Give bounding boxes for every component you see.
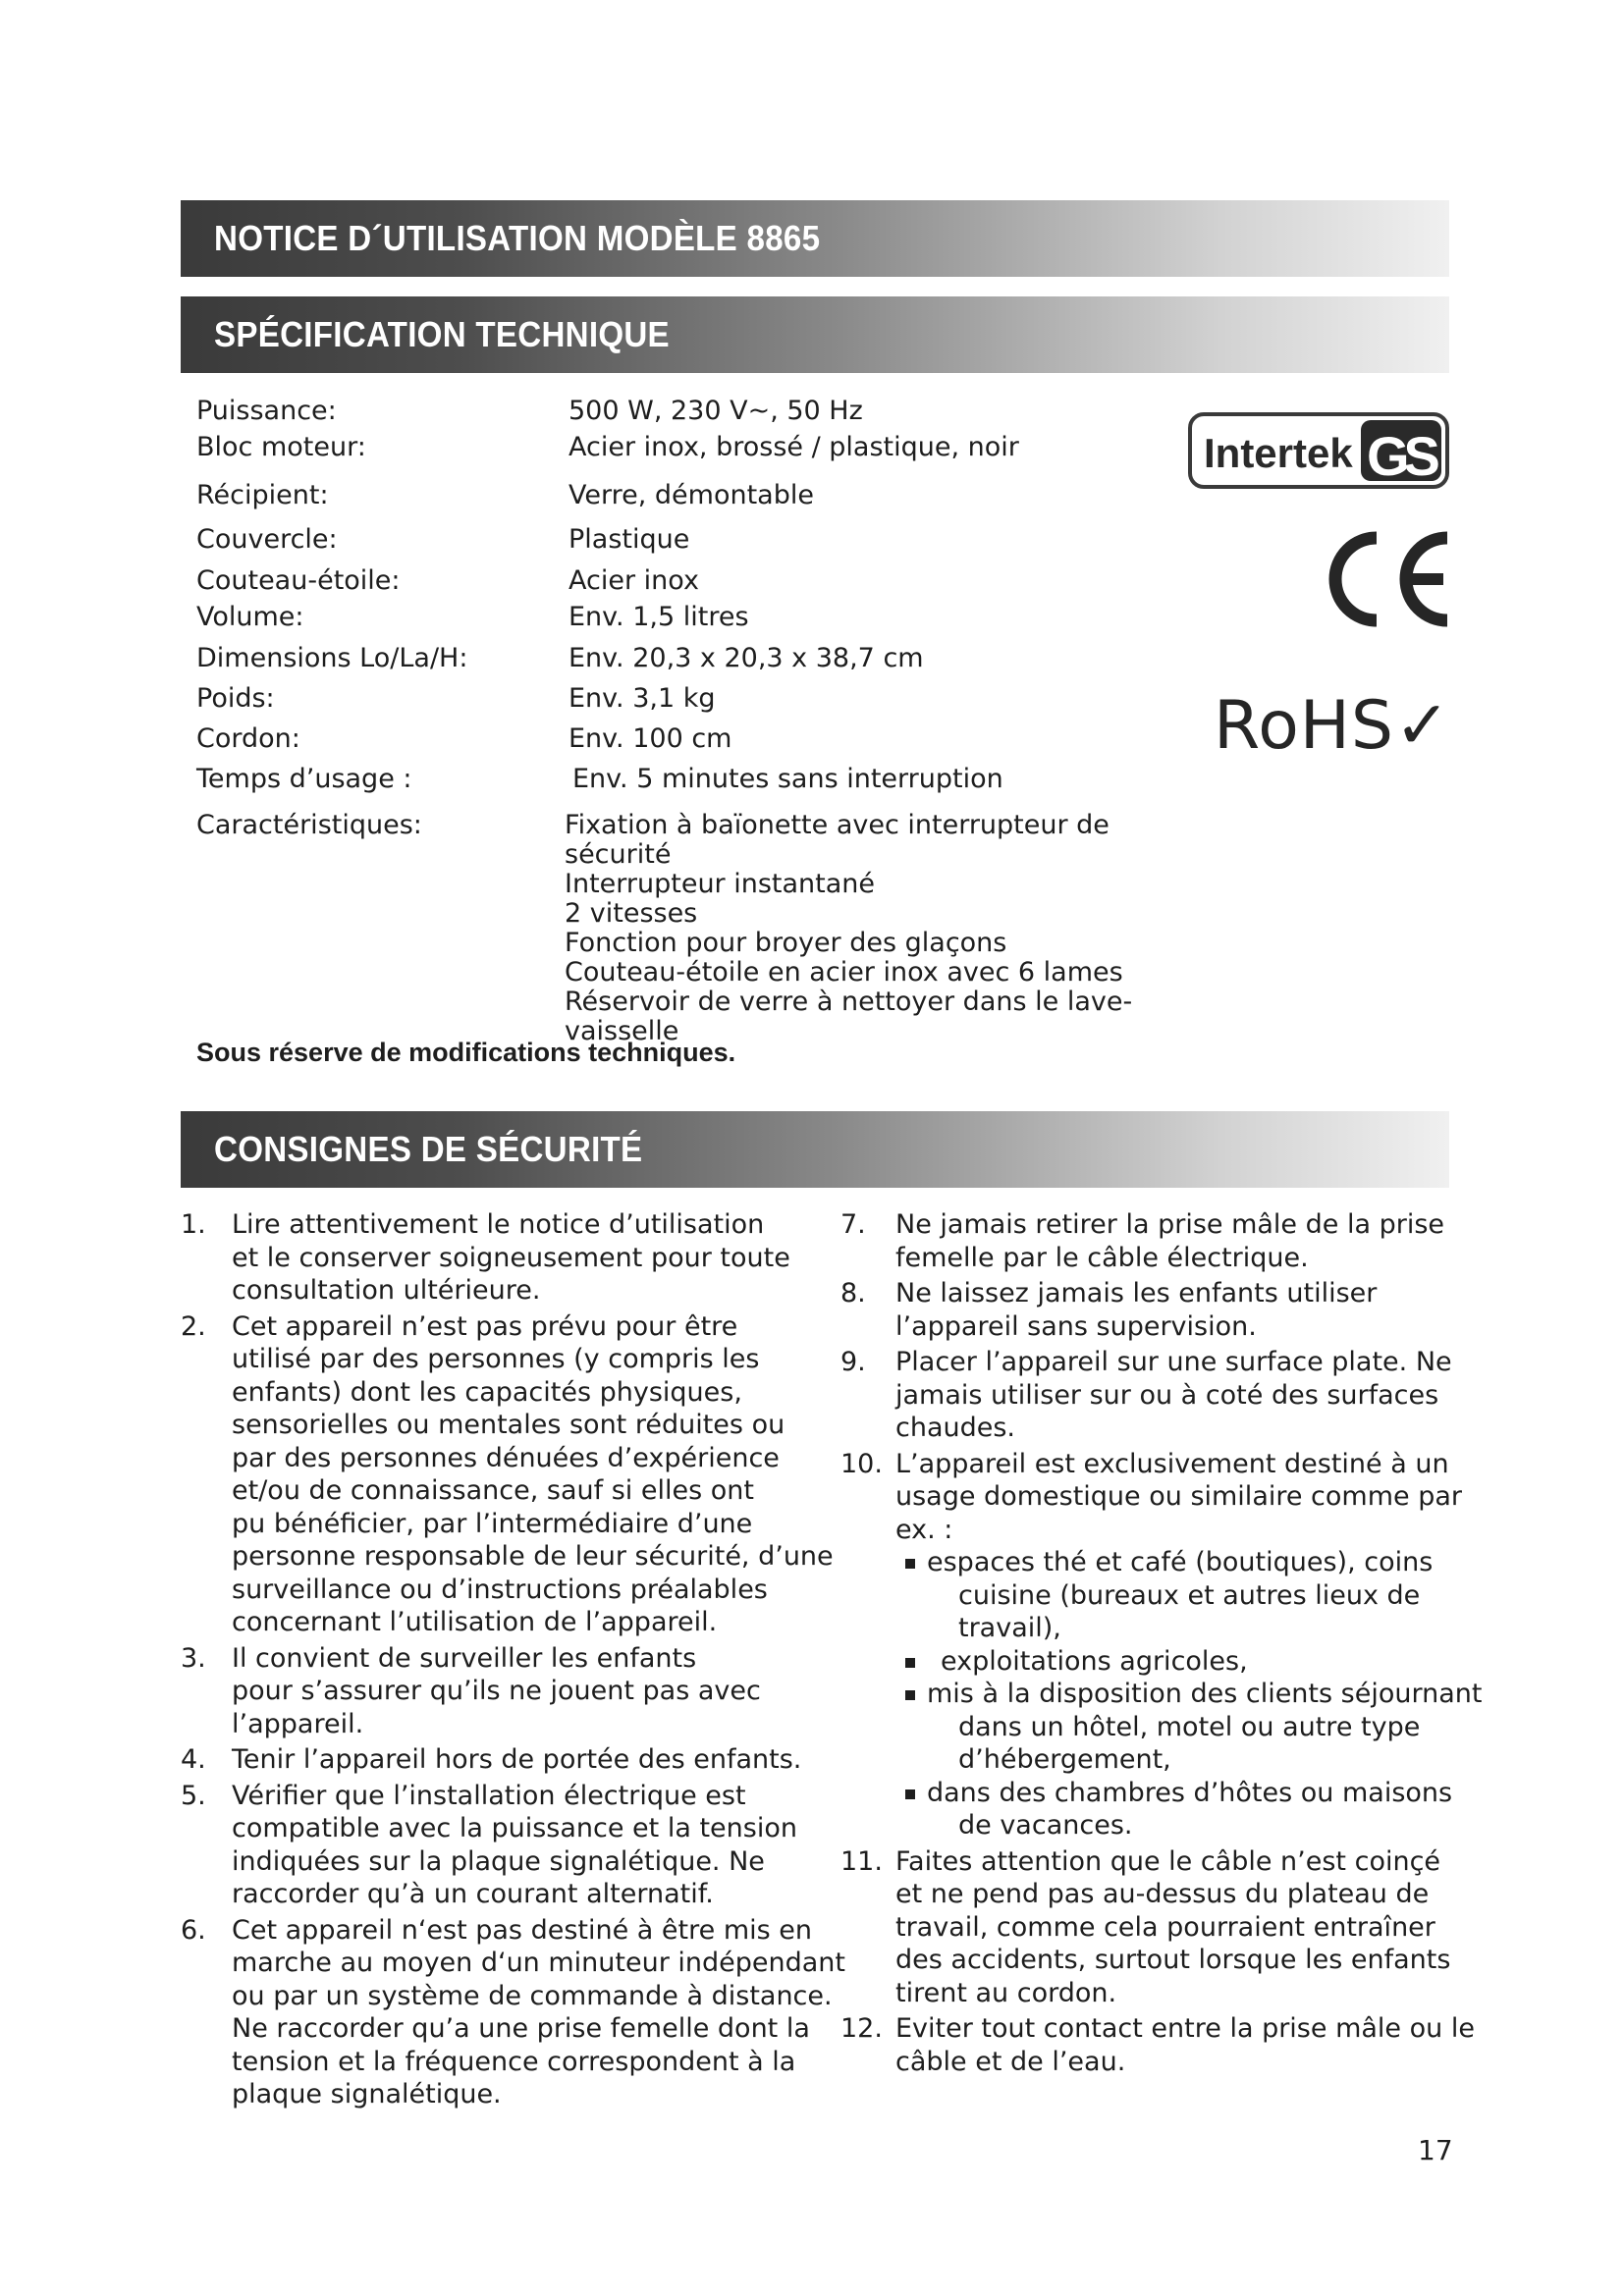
item-line: Ne jamais retirer la prise mâle de la prise <box>895 1209 1444 1240</box>
spec-section-banner <box>181 296 1449 373</box>
item-number: 2. <box>181 1310 206 1342</box>
bullet-item <box>895 1777 1479 1842</box>
intertek-gs-logo <box>1188 410 1451 493</box>
spec-value: Env. 20,3 x 20,3 x 38,7 cm <box>568 643 924 673</box>
safety-item <box>840 2012 1479 2078</box>
safety-section-banner <box>181 1111 1449 1188</box>
spec-label: Bloc moteur: <box>196 432 366 462</box>
item-line: pu bénéficier, par l’intermédiaire d’une <box>232 1508 753 1539</box>
bullet-square-icon <box>905 1690 915 1700</box>
item-line: Placer l’appareil sur une surface plate. Ne <box>895 1347 1452 1377</box>
spec-value: Env. 100 cm <box>568 723 732 754</box>
item-line: ex. : <box>895 1514 953 1545</box>
bullet-line: dans un hôtel, motel ou autre type <box>958 1711 1421 1742</box>
bullet-line: dans des chambres d’hôtes ou maisons <box>927 1777 1453 1808</box>
item-line: et le conserver soigneusement pour toute <box>232 1242 790 1273</box>
item-number: 5. <box>181 1780 206 1811</box>
bullet-line: cuisine (bureaux et autres lieux de <box>958 1579 1421 1611</box>
item-number: 10. <box>840 1448 883 1479</box>
safety-item <box>181 1310 834 1639</box>
item-line: Faites attention que le câble n’est coinçé <box>895 1845 1441 1877</box>
bullet-item <box>895 1678 1483 1777</box>
features-list <box>565 811 1213 1046</box>
item-number: 12. <box>840 2013 883 2044</box>
item-line: et/ou de connaissance, sauf si elles ont <box>232 1475 754 1506</box>
item-line: Ne laissez jamais les enfants utiliser <box>895 1278 1378 1308</box>
item-line: jamais utiliser sur ou à coté des surfaces <box>895 1379 1439 1411</box>
bullet-square-icon <box>905 1789 915 1799</box>
spec-value: Verre, démontable <box>568 480 814 510</box>
spec-value: Env. 3,1 kg <box>568 683 716 714</box>
spec-label: Couteau-étoile: <box>196 565 401 596</box>
spec-label: Cordon: <box>196 723 300 754</box>
item-number: 7. <box>840 1209 866 1240</box>
spec-value: Plastique <box>568 524 690 555</box>
item-line: L’appareil est exclusivement destiné à un <box>895 1448 1449 1479</box>
item-line: travail, comme cela pourraient entraîner <box>895 1911 1435 1943</box>
spec-value: Env. 1,5 litres <box>568 602 749 632</box>
item-number: 8. <box>840 1278 866 1308</box>
item-line: usage domestique ou similaire comme par <box>895 1481 1463 1512</box>
bullet-line: de vacances. <box>958 1810 1133 1841</box>
spec-section-heading: SPÉCIFICATION TECHNIQUE <box>214 314 670 354</box>
item-line: Ne raccorder qu’a une prise femelle dont la <box>232 2013 810 2044</box>
safety-item <box>840 1845 1479 2010</box>
feature-line: vaisselle <box>565 1016 679 1046</box>
spec-label: Volume: <box>196 602 304 632</box>
safety-list-right <box>840 1208 1483 2081</box>
modification-note: Sous réserve de modifications techniques. <box>196 1038 736 1067</box>
item-number: 11. <box>840 1845 883 1877</box>
item-line: Eviter tout contact entre la prise mâle ou le <box>895 2013 1475 2044</box>
item-line: plaque signalétique. <box>232 2079 502 2109</box>
spec-value: Acier inox, brossé / plastique, noir <box>568 432 1019 462</box>
feature-line: 2 vitesses <box>565 898 698 929</box>
page-title: NOTICE D´UTILISATION MODÈLE 8865 <box>214 218 821 258</box>
item-line: pour s’assurer qu’ils ne jouent pas avec <box>232 1676 761 1706</box>
safety-item <box>181 1743 819 1777</box>
item-number: 6. <box>181 1914 206 1946</box>
feature-line: Réservoir de verre à nettoyer dans le lave- <box>565 987 1133 1017</box>
item-line: Vérifier que l’installation électrique est <box>232 1780 746 1811</box>
bullet-line: espaces thé et café (boutiques), coins <box>927 1547 1434 1577</box>
item-line: Cet appareil n‘est pas destiné à être mis en <box>232 1914 812 1946</box>
bullet-line: d’hébergement, <box>958 1744 1171 1775</box>
bullet-square-icon <box>905 1559 915 1569</box>
spec-label: Récipient: <box>196 480 329 510</box>
item-line: indiquées sur la plaque signalétique. Ne <box>232 1845 765 1877</box>
item-line: consultation ultérieure. <box>232 1275 541 1306</box>
item-number: 3. <box>181 1642 206 1674</box>
item-line: et ne pend pas au-dessus du plateau de <box>895 1879 1430 1909</box>
safety-item <box>181 1642 819 1741</box>
ce-mark-icon <box>1322 528 1453 630</box>
safety-item <box>181 1208 819 1308</box>
spec-label: Dimensions Lo/La/H: <box>196 643 468 673</box>
item-line: tension et la fréquence correspondent à la <box>232 2046 796 2077</box>
bullet-item <box>895 1546 1479 1645</box>
feature-line: Interrupteur instantané <box>565 869 876 899</box>
safety-section-heading: CONSIGNES DE SÉCURITÉ <box>214 1129 643 1169</box>
feature-line: Fonction pour broyer des glaçons <box>565 928 1007 958</box>
gs-mark-text: GS <box>1367 425 1435 487</box>
spec-label: Poids: <box>196 683 275 714</box>
item-line: Tenir l’appareil hors de portée des enfants. <box>232 1744 802 1775</box>
item-line: concernant l’utilisation de l’appareil. <box>232 1607 718 1637</box>
item-line: chaudes. <box>895 1413 1016 1443</box>
safety-item <box>840 1208 1479 1274</box>
feature-line: Couteau-étoile en acier inox avec 6 lames <box>565 957 1123 988</box>
bullet-square-icon <box>905 1658 915 1668</box>
rohs-logo: RoHS✓ <box>1214 687 1452 765</box>
item-line: personne responsable de leur sécurité, d’une <box>232 1541 834 1572</box>
spec-label: Couvercle: <box>196 524 338 555</box>
safety-item <box>840 1277 1479 1343</box>
item-line: par des personnes dénuées d’expérience <box>232 1442 780 1473</box>
feature-line: Fixation à baïonette avec interrupteur de sécurité <box>565 810 1118 870</box>
safety-item <box>181 1780 819 1911</box>
item-line: Il convient de surveiller les enfants <box>232 1642 697 1674</box>
item-line: des accidents, surtout lorsque les enfants <box>895 1945 1451 1975</box>
item-number: 9. <box>840 1347 866 1377</box>
item-line: câble et de l’eau. <box>895 2046 1126 2077</box>
item-line: raccorder qu’à un courant alternatif. <box>232 1879 714 1909</box>
item-line: l’appareil sans supervision. <box>895 1310 1257 1342</box>
bullet-line: travail), <box>958 1613 1061 1643</box>
bullet-line: exploitations agricoles, <box>941 1645 1248 1677</box>
item-line: marche au moyen d‘un minuteur indépendant <box>232 1948 846 1978</box>
item-line: ou par un système de commande à distance. <box>232 1980 833 2011</box>
item-line: Cet appareil n’est pas prévu pour être <box>232 1310 738 1342</box>
bullet-item <box>895 1645 1479 1679</box>
item-line: enfants) dont les capacités physiques, <box>232 1376 742 1408</box>
item-line: l’appareil. <box>232 1708 364 1739</box>
safety-item <box>181 1914 846 2111</box>
safety-item <box>840 1448 1483 1842</box>
item-line: utilisé par des personnes (y compris les <box>232 1344 760 1374</box>
ce-mark-text: CE <box>1322 528 1324 529</box>
item-number: 1. <box>181 1209 206 1240</box>
item-number: 4. <box>181 1744 206 1775</box>
item-line: surveillance ou d’instructions préalables <box>232 1574 768 1605</box>
title-banner <box>181 200 1449 277</box>
spec-value: 500 W, 230 V~, 50 Hz <box>568 396 863 426</box>
features-label: Caractéristiques: <box>196 810 422 840</box>
item-line: Lire attentivement le notice d’utilisation <box>232 1209 765 1240</box>
safety-list-left <box>181 1208 846 2114</box>
item-line: tirent au cordon. <box>895 1977 1117 2008</box>
safety-item <box>840 1346 1479 1445</box>
spec-label: Puissance: <box>196 396 337 426</box>
intertek-text: Intertek <box>1204 430 1353 476</box>
item-line: compatible avec la puissance et la tension <box>232 1813 797 1843</box>
spec-value: Acier inox <box>568 565 699 596</box>
spec-label: Temps d’usage : <box>196 764 412 794</box>
page-number: 17 <box>1418 2134 1453 2166</box>
item-line: femelle par le câble électrique. <box>895 1242 1309 1273</box>
item-line: sensorielles ou mentales sont réduites ou <box>232 1410 785 1440</box>
spec-value: Env. 5 minutes sans interruption <box>572 764 1003 794</box>
bullet-line: mis à la disposition des clients séjournant <box>927 1679 1483 1709</box>
